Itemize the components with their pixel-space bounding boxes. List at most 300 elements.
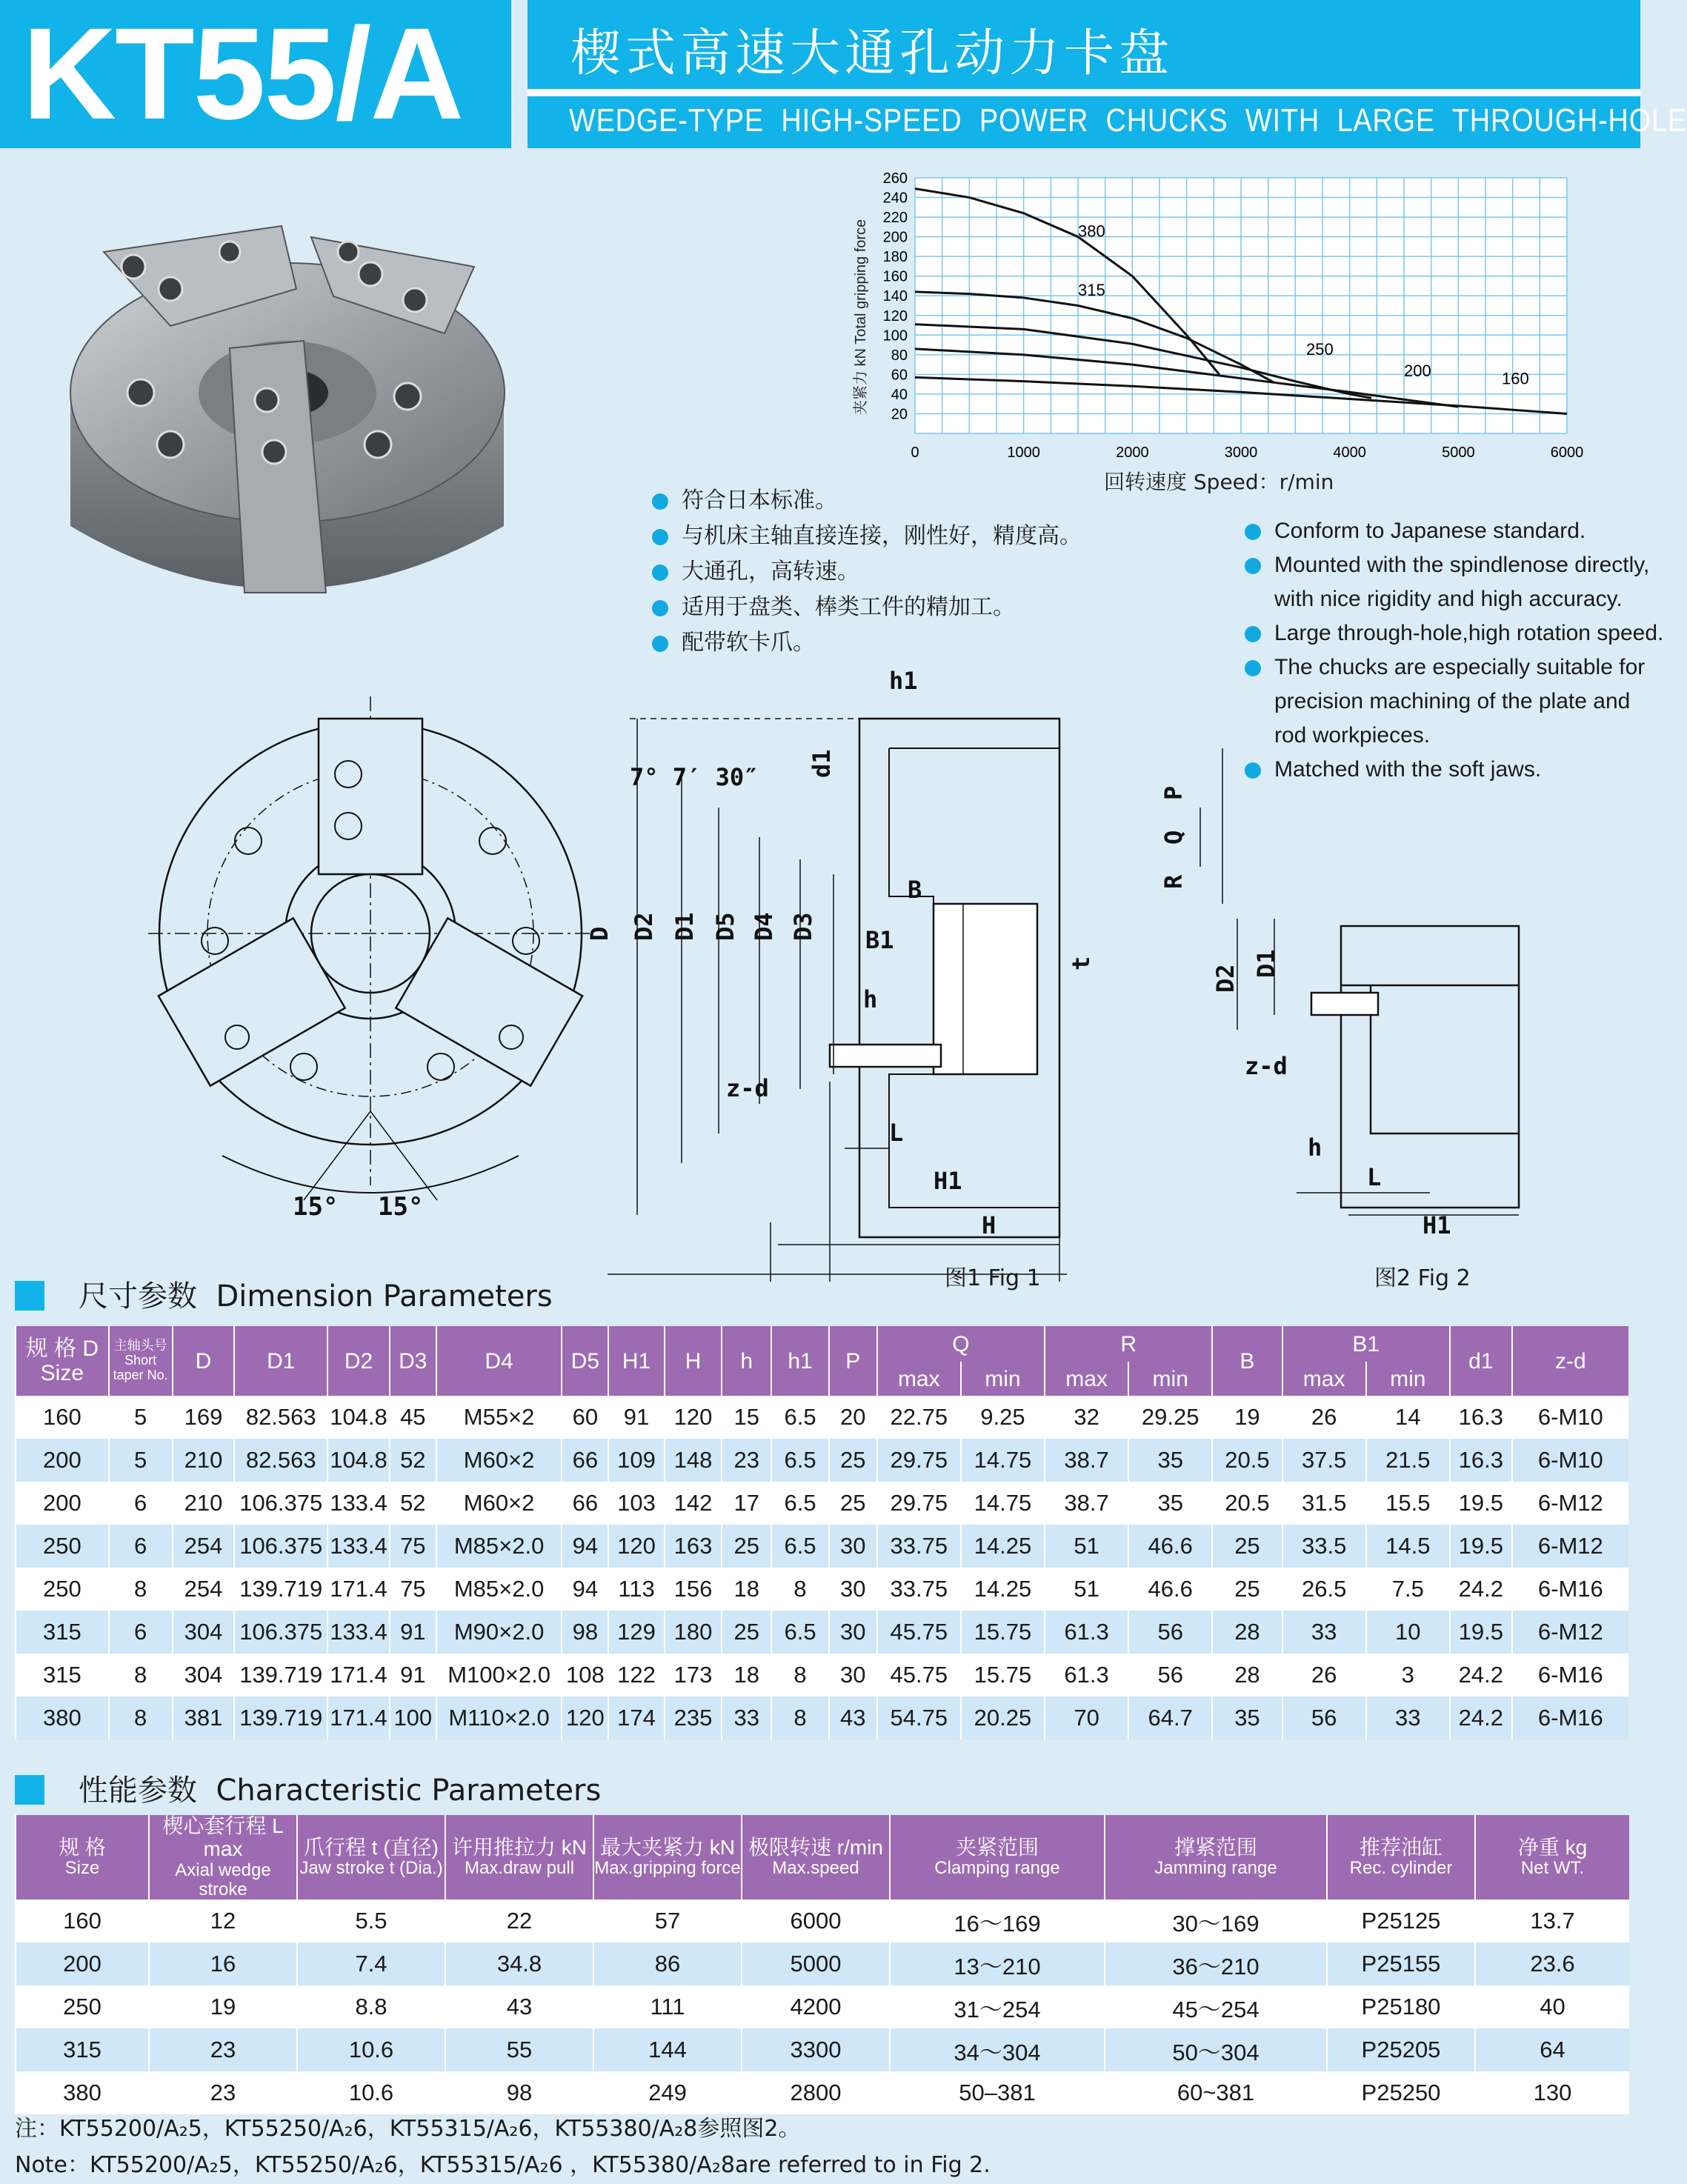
table-cell: 51 bbox=[1045, 1525, 1128, 1568]
feature-cn-item bbox=[652, 588, 1015, 621]
characteristic-section-title bbox=[15, 1767, 601, 1809]
col-B: B bbox=[1212, 1326, 1282, 1396]
col-h1: h1 bbox=[771, 1326, 829, 1396]
table-cell: 14.25 bbox=[961, 1568, 1045, 1611]
section-drawing-fig1 bbox=[585, 659, 1230, 1289]
table-cell: 70 bbox=[1045, 1697, 1128, 1739]
table-cell: 315 bbox=[16, 1654, 109, 1697]
table-cell: 15.5 bbox=[1366, 1482, 1450, 1525]
table-cell: 6 bbox=[109, 1482, 173, 1525]
table-row bbox=[16, 1654, 1628, 1697]
fig2-label-L: L bbox=[1367, 1163, 1382, 1191]
table-cell: 98 bbox=[562, 1611, 608, 1654]
table-cell: 6-M12 bbox=[1512, 1482, 1628, 1525]
chuck-photo bbox=[59, 207, 519, 652]
table-cell: 254 bbox=[173, 1568, 235, 1611]
char-header-cell: 楔心套行程 L max Axial wedge stroke bbox=[149, 1815, 297, 1900]
table-cell: 19 bbox=[149, 1985, 297, 2028]
angle-label-right: 15° bbox=[378, 1192, 424, 1222]
y-tick-label: 60 bbox=[891, 367, 908, 384]
table-cell: 30 bbox=[829, 1568, 877, 1611]
label-R: R bbox=[1159, 874, 1188, 889]
table-cell: 82.563 bbox=[234, 1439, 327, 1482]
table-cell: 6-M12 bbox=[1512, 1525, 1628, 1568]
col-H: H bbox=[665, 1326, 722, 1396]
table-cell: 100 bbox=[390, 1697, 436, 1739]
table-cell: 40 bbox=[1475, 1985, 1629, 2028]
table-cell: 10.6 bbox=[297, 2071, 445, 2114]
table-cell: 171.4 bbox=[327, 1568, 390, 1611]
table-cell: 304 bbox=[173, 1611, 235, 1654]
feature-cn-item bbox=[652, 517, 1082, 550]
x-tick-label: 5000 bbox=[1442, 445, 1475, 461]
col-R-max: max bbox=[1045, 1362, 1128, 1396]
feature-cn-item bbox=[652, 553, 859, 585]
table-cell: 19 bbox=[1212, 1396, 1282, 1439]
feature-cn-text: 适用于盘类、棒类工件的精加工。 bbox=[682, 594, 1015, 620]
table-cell: 5000 bbox=[742, 1942, 890, 1985]
col-Q: Q bbox=[877, 1326, 1045, 1362]
table-cell: 46.6 bbox=[1128, 1568, 1212, 1611]
table-cell: 304 bbox=[173, 1654, 235, 1697]
table-cell: 250 bbox=[16, 1985, 149, 2028]
feature-cn-text: 与机床主轴直接连接，刚性好，精度高。 bbox=[682, 523, 1082, 549]
table-cell: 23 bbox=[722, 1439, 771, 1482]
table-cell: 66 bbox=[562, 1482, 608, 1525]
table-cell: 25 bbox=[829, 1439, 877, 1482]
table-cell: 249 bbox=[593, 2071, 742, 2114]
table-row bbox=[16, 1439, 1628, 1482]
table-cell: 14.25 bbox=[961, 1525, 1045, 1568]
table-cell: 31.5 bbox=[1282, 1482, 1366, 1525]
table-cell: 129 bbox=[608, 1611, 664, 1654]
table-cell: 16.3 bbox=[1450, 1396, 1512, 1439]
label-B1: B1 bbox=[865, 926, 894, 954]
feature-en-text: Large through-hole,high rotation speed. bbox=[1274, 621, 1664, 645]
feature-en-text: Mounted with the spindlenose directly, bbox=[1274, 553, 1650, 577]
table-cell: 94 bbox=[562, 1568, 608, 1611]
table-row bbox=[16, 1697, 1628, 1739]
angle-label-left: 15° bbox=[293, 1192, 339, 1222]
table-cell: 130 bbox=[1475, 2071, 1629, 2114]
feature-cn-text: 大通孔，高转速。 bbox=[682, 559, 859, 585]
table-cell: 86 bbox=[593, 1942, 742, 1985]
table-cell: 38.7 bbox=[1045, 1439, 1128, 1482]
x-tick-label: 0 bbox=[911, 445, 919, 461]
table-cell: 2800 bbox=[742, 2071, 890, 2114]
table-cell: 210 bbox=[173, 1439, 235, 1482]
y-tick-label: 180 bbox=[882, 249, 908, 266]
feature-en-text: with nice rigidity and high accuracy. bbox=[1274, 587, 1623, 611]
table-cell: 20 bbox=[829, 1396, 877, 1439]
table-cell: 25 bbox=[1212, 1525, 1282, 1568]
fig1-caption: 图1 Fig 1 bbox=[945, 1265, 1041, 1291]
col-Q-max: max bbox=[877, 1362, 961, 1396]
table-cell: 91 bbox=[608, 1396, 664, 1439]
label-D4: D4 bbox=[750, 912, 778, 941]
table-cell: 380 bbox=[16, 2071, 149, 2114]
model-title: KT55/A bbox=[22, 1, 463, 147]
table-cell: M60×2 bbox=[436, 1482, 562, 1525]
table-cell: 6-M16 bbox=[1512, 1568, 1628, 1611]
table-cell: 52 bbox=[390, 1439, 436, 1482]
table-cell: 25 bbox=[829, 1482, 877, 1525]
table-cell: 5 bbox=[109, 1396, 173, 1439]
table-cell: 4200 bbox=[742, 1985, 890, 2028]
feature-en-item bbox=[1245, 689, 1630, 714]
col-B1-min: min bbox=[1366, 1362, 1450, 1396]
table-cell: 163 bbox=[665, 1525, 722, 1568]
table-cell: 254 bbox=[173, 1525, 235, 1568]
table-cell: 30 bbox=[829, 1525, 877, 1568]
table-cell: 8 bbox=[109, 1568, 173, 1611]
table-cell: 111 bbox=[593, 1985, 742, 2028]
table-cell: 8 bbox=[771, 1697, 829, 1739]
table-cell: 142 bbox=[665, 1482, 722, 1525]
label-taper: 7° 7′ 30″ bbox=[630, 763, 759, 791]
x-tick-label: 4000 bbox=[1333, 445, 1366, 461]
table-cell: 7.5 bbox=[1366, 1568, 1450, 1611]
x-tick-label: 6000 bbox=[1550, 445, 1584, 461]
table-cell: 56 bbox=[1128, 1654, 1212, 1697]
table-cell: 38.7 bbox=[1045, 1482, 1128, 1525]
table-cell: 61.3 bbox=[1045, 1654, 1128, 1697]
table-cell: 37.5 bbox=[1282, 1439, 1366, 1482]
label-D: D bbox=[585, 926, 613, 941]
table-cell: 5 bbox=[109, 1439, 173, 1482]
x-axis-label: 回转速度 Speed：r/min bbox=[1104, 470, 1334, 494]
table-cell: M85×2.0 bbox=[436, 1525, 562, 1568]
table-cell: 25 bbox=[722, 1525, 771, 1568]
table-cell: 3 bbox=[1366, 1654, 1450, 1697]
table-cell: 113 bbox=[608, 1568, 664, 1611]
y-tick-label: 160 bbox=[882, 268, 908, 285]
feature-cn-text: 符合日本标准。 bbox=[682, 487, 837, 513]
bullet-icon bbox=[1245, 660, 1261, 676]
table-cell: 28 bbox=[1212, 1654, 1282, 1697]
table-cell: 54.75 bbox=[877, 1697, 961, 1739]
table-cell: 10.6 bbox=[297, 2028, 445, 2071]
table-cell: 16～169 bbox=[890, 1900, 1105, 1942]
feature-en-item bbox=[1245, 621, 1663, 646]
table-cell: 98 bbox=[445, 2071, 593, 2114]
table-cell: 6-M12 bbox=[1512, 1611, 1628, 1654]
y-axis-label: 夹紧力 kN Total gripping force bbox=[853, 219, 869, 415]
table-cell: 210 bbox=[173, 1482, 235, 1525]
table-row bbox=[16, 1396, 1628, 1439]
table-cell: 75 bbox=[390, 1568, 436, 1611]
table-cell: 43 bbox=[829, 1697, 877, 1739]
label-D3: D3 bbox=[789, 912, 817, 941]
char-header-cell: 极限转速 r/min Max.speed bbox=[742, 1815, 890, 1900]
char-header-cell: 撑紧范围 Jamming range bbox=[1105, 1815, 1327, 1900]
bullet-icon bbox=[1245, 524, 1261, 540]
table-cell: 36～210 bbox=[1105, 1942, 1327, 1985]
table-cell: 108 bbox=[562, 1654, 608, 1697]
table-cell: 82.563 bbox=[234, 1396, 327, 1439]
label-d1: d1 bbox=[808, 749, 836, 778]
table-cell: 23.6 bbox=[1475, 1942, 1629, 1985]
feature-en-text: precision machining of the plate and bbox=[1274, 689, 1631, 713]
feature-en-item bbox=[1245, 655, 1645, 680]
y-tick-label: 140 bbox=[882, 288, 908, 305]
char-header-cell: 许用推拉力 kN Max.draw pull bbox=[445, 1815, 593, 1900]
table-cell: 18 bbox=[722, 1568, 771, 1611]
table-cell: 33.75 bbox=[877, 1525, 961, 1568]
table-cell: 133.4 bbox=[327, 1482, 390, 1525]
table-cell: 6.5 bbox=[771, 1482, 829, 1525]
table-cell: 6.5 bbox=[771, 1525, 829, 1568]
col-D: D bbox=[173, 1326, 235, 1396]
x-tick-label: 1000 bbox=[1007, 445, 1040, 461]
table-cell: P25180 bbox=[1327, 1985, 1475, 2028]
table-cell: 26 bbox=[1282, 1654, 1366, 1697]
table-cell: 6-M10 bbox=[1512, 1396, 1628, 1439]
table-row bbox=[16, 1611, 1628, 1654]
col-d1: d1 bbox=[1450, 1326, 1512, 1396]
bullet-icon bbox=[652, 636, 668, 652]
feature-en-text: Conform to Japanese standard. bbox=[1274, 519, 1586, 543]
table-cell: 22.75 bbox=[877, 1396, 961, 1439]
table-cell: 55 bbox=[445, 2028, 593, 2071]
table-cell: 45.75 bbox=[877, 1611, 961, 1654]
table-cell: M90×2.0 bbox=[436, 1611, 562, 1654]
table-cell: 56 bbox=[1128, 1611, 1212, 1654]
feature-en-text: The chucks are especially suitable for bbox=[1274, 655, 1646, 679]
table-cell: 30～169 bbox=[1105, 1900, 1327, 1942]
table-cell: 14.5 bbox=[1366, 1525, 1450, 1568]
table-cell: 200 bbox=[16, 1482, 109, 1525]
label-h1-top: h1 bbox=[889, 667, 918, 695]
table-cell: 8 bbox=[109, 1697, 173, 1739]
table-cell: 19.5 bbox=[1450, 1525, 1512, 1568]
char-header-cell: 净重 kg Net WT. bbox=[1475, 1815, 1629, 1900]
table-cell: 180 bbox=[665, 1611, 722, 1654]
table-cell: 380 bbox=[16, 1697, 109, 1739]
table-cell: 6.5 bbox=[771, 1439, 829, 1482]
table-cell: 29.75 bbox=[877, 1482, 961, 1525]
label-B: B bbox=[908, 876, 922, 904]
col-h: h bbox=[722, 1326, 771, 1396]
char-header-cell: 最大夹紧力 kN Max.gripping force bbox=[593, 1815, 742, 1900]
characteristic-table bbox=[15, 1815, 1629, 2114]
table-cell: 6-M16 bbox=[1512, 1654, 1628, 1697]
char-header-cell: 夹紧范围 Clamping range bbox=[890, 1815, 1105, 1900]
table-cell: 200 bbox=[16, 1439, 109, 1482]
table-cell: 6-M10 bbox=[1512, 1439, 1628, 1482]
bullet-icon bbox=[652, 600, 668, 616]
table-cell: 75 bbox=[390, 1525, 436, 1568]
table-cell: 35 bbox=[1212, 1697, 1282, 1739]
table-cell: P25155 bbox=[1327, 1942, 1475, 1985]
table-cell: 26.5 bbox=[1282, 1568, 1366, 1611]
label-P: P bbox=[1159, 785, 1188, 800]
table-cell: 6 bbox=[109, 1525, 173, 1568]
table-cell: 20.5 bbox=[1212, 1439, 1282, 1482]
title-cn: 楔式高速大通孔动力卡盘 bbox=[570, 24, 1174, 83]
table-row bbox=[16, 2028, 1629, 2071]
table-cell: 6.5 bbox=[771, 1396, 829, 1439]
table-cell: 139.719 bbox=[234, 1697, 327, 1739]
table-cell: 34.8 bbox=[445, 1942, 593, 1985]
table-cell: 8 bbox=[771, 1568, 829, 1611]
characteristic-title-en: Characteristic Parameters bbox=[216, 1774, 602, 1808]
table-cell: 8.8 bbox=[297, 1985, 445, 2028]
table-cell: 6000 bbox=[742, 1900, 890, 1942]
table-cell: 16 bbox=[149, 1942, 297, 1985]
table-cell: 13.7 bbox=[1475, 1900, 1629, 1942]
col-size: 规 格 D Size bbox=[16, 1326, 109, 1396]
table-cell: 3300 bbox=[742, 2028, 890, 2071]
table-cell: 33.5 bbox=[1282, 1525, 1366, 1568]
table-cell: 46.6 bbox=[1128, 1525, 1212, 1568]
table-cell: 5.5 bbox=[297, 1900, 445, 1942]
feature-cn-item bbox=[652, 482, 837, 514]
table-cell: 91 bbox=[390, 1611, 436, 1654]
table-cell: 160 bbox=[16, 1900, 149, 1942]
table-cell: 109 bbox=[608, 1439, 664, 1482]
table-cell: 18 bbox=[722, 1654, 771, 1697]
bullet-icon bbox=[652, 529, 668, 545]
feature-en-text: Matched with the soft jaws. bbox=[1274, 757, 1542, 782]
char-header-cell: 爪行程 t (直径) Jaw stroke t (Dia.) bbox=[297, 1815, 445, 1900]
table-cell: 25 bbox=[722, 1611, 771, 1654]
table-cell: 173 bbox=[665, 1654, 722, 1697]
table-cell: 9.25 bbox=[961, 1396, 1045, 1439]
table-cell: 34～304 bbox=[890, 2028, 1105, 2071]
table-cell: M100×2.0 bbox=[436, 1654, 562, 1697]
feature-cn-text: 配带软卡爪。 bbox=[682, 630, 815, 656]
dimension-table bbox=[15, 1326, 1628, 1739]
x-tick-label: 3000 bbox=[1224, 445, 1258, 461]
table-cell: 14.75 bbox=[961, 1439, 1045, 1482]
col-taper: 主轴头号 Short taper No. bbox=[109, 1326, 173, 1396]
series-label-200: 200 bbox=[1404, 362, 1431, 381]
table-cell: 23 bbox=[149, 2071, 297, 2114]
table-cell: 22 bbox=[445, 1900, 593, 1942]
table-cell: 50–381 bbox=[890, 2071, 1105, 2114]
table-cell: 144 bbox=[593, 2028, 742, 2071]
table-cell: 32 bbox=[1045, 1396, 1128, 1439]
note-cn: 注：KT55200/A₂5，KT55250/A₂6，KT55315/A₂6，KT55380/A₂8参照图2。 bbox=[15, 2116, 801, 2142]
table-cell: 6.5 bbox=[771, 1611, 829, 1654]
table-cell: 60~381 bbox=[1105, 2071, 1327, 2114]
title-en: WEDGE-TYPE HIGH-SPEED POWER CHUCKS WITH LARGE THROUGH-HOLE bbox=[569, 102, 1687, 139]
characteristic-title-cn: 性能参数 bbox=[79, 1774, 197, 1808]
table-cell: 28 bbox=[1212, 1611, 1282, 1654]
table-cell: 19.5 bbox=[1450, 1611, 1512, 1654]
table-cell: 43 bbox=[445, 1985, 593, 2028]
col-R: R bbox=[1045, 1326, 1212, 1362]
table-cell: 235 bbox=[665, 1697, 722, 1739]
table-cell: M55×2 bbox=[436, 1396, 562, 1439]
col-D2: D2 bbox=[327, 1326, 390, 1396]
table-cell: 64.7 bbox=[1128, 1697, 1212, 1739]
table-cell: 13～210 bbox=[890, 1942, 1105, 1985]
table-cell: 57 bbox=[593, 1900, 742, 1942]
table-cell: 19.5 bbox=[1450, 1482, 1512, 1525]
table-cell: 174 bbox=[608, 1697, 664, 1739]
fig2-label-H1: H1 bbox=[1423, 1211, 1451, 1239]
bullet-icon bbox=[652, 565, 668, 581]
y-tick-label: 120 bbox=[882, 307, 908, 324]
table-cell: M60×2 bbox=[436, 1439, 562, 1482]
table-cell: 17 bbox=[722, 1482, 771, 1525]
col-B1-max: max bbox=[1282, 1362, 1366, 1396]
col-H1: H1 bbox=[608, 1326, 664, 1396]
table-cell: P25250 bbox=[1327, 2071, 1475, 2114]
series-label-380: 380 bbox=[1078, 222, 1105, 241]
table-cell: 30 bbox=[829, 1611, 877, 1654]
series-label-315: 315 bbox=[1078, 281, 1105, 300]
table-cell: 16.3 bbox=[1450, 1439, 1512, 1482]
table-cell: 33 bbox=[1282, 1611, 1366, 1654]
table-cell: 15.75 bbox=[961, 1654, 1045, 1697]
table-cell: 200 bbox=[16, 1942, 149, 1985]
table-cell: 66 bbox=[562, 1439, 608, 1482]
table-cell: 45～254 bbox=[1105, 1985, 1327, 2028]
x-ticks bbox=[911, 445, 1583, 461]
table-cell: 6 bbox=[109, 1611, 173, 1654]
table-cell: 104.8 bbox=[327, 1439, 390, 1482]
gripping-force-chart bbox=[822, 170, 1637, 496]
table-cell: 91 bbox=[390, 1654, 436, 1697]
table-row bbox=[16, 1900, 1629, 1942]
table-cell: 15.75 bbox=[961, 1611, 1045, 1654]
char-header-cell: 规 格 Size bbox=[16, 1815, 149, 1900]
col-D4: D4 bbox=[436, 1326, 562, 1396]
y-tick-label: 20 bbox=[891, 406, 908, 423]
table-cell: 103 bbox=[608, 1482, 664, 1525]
table-cell: 21.5 bbox=[1366, 1439, 1450, 1482]
feature-en-item bbox=[1245, 553, 1649, 578]
table-cell: 106.375 bbox=[234, 1611, 327, 1654]
col-zd: z-d bbox=[1512, 1326, 1628, 1396]
table-cell: 104.8 bbox=[327, 1396, 390, 1439]
table-cell: 29.75 bbox=[877, 1439, 961, 1482]
table-cell: 315 bbox=[16, 2028, 149, 2071]
x-tick-label: 2000 bbox=[1116, 445, 1149, 461]
label-H: H bbox=[982, 1211, 996, 1239]
table-cell: 10 bbox=[1366, 1611, 1450, 1654]
table-cell: 139.719 bbox=[234, 1654, 327, 1697]
table-cell: 94 bbox=[562, 1525, 608, 1568]
col-D1: D1 bbox=[234, 1326, 327, 1396]
table-cell: 171.4 bbox=[327, 1654, 390, 1697]
bullet-icon bbox=[1245, 626, 1261, 642]
table-cell: 23 bbox=[149, 2028, 297, 2071]
fig2-caption: 图2 Fig 2 bbox=[1374, 1265, 1471, 1291]
dimension-title-cn: 尺寸参数 bbox=[79, 1279, 197, 1314]
bullet-icon bbox=[1245, 558, 1261, 574]
feature-en-item bbox=[1245, 587, 1623, 612]
table-cell: P25205 bbox=[1327, 2028, 1475, 2071]
table-cell: 120 bbox=[608, 1525, 664, 1568]
table-cell: 24.2 bbox=[1450, 1568, 1512, 1611]
table-cell: 133.4 bbox=[327, 1525, 390, 1568]
label-Q: Q bbox=[1159, 830, 1188, 845]
y-tick-label: 40 bbox=[891, 386, 908, 403]
table-cell: 26 bbox=[1282, 1396, 1366, 1439]
y-tick-label: 220 bbox=[882, 210, 908, 227]
table-cell: M85×2.0 bbox=[436, 1568, 562, 1611]
table-cell: 12 bbox=[149, 1900, 297, 1942]
table-cell: M110×2.0 bbox=[436, 1697, 562, 1739]
table-cell: 25 bbox=[1212, 1568, 1282, 1611]
table-cell: 29.25 bbox=[1128, 1396, 1212, 1439]
y-tick-label: 200 bbox=[882, 229, 908, 246]
table-cell: 30 bbox=[829, 1654, 877, 1697]
